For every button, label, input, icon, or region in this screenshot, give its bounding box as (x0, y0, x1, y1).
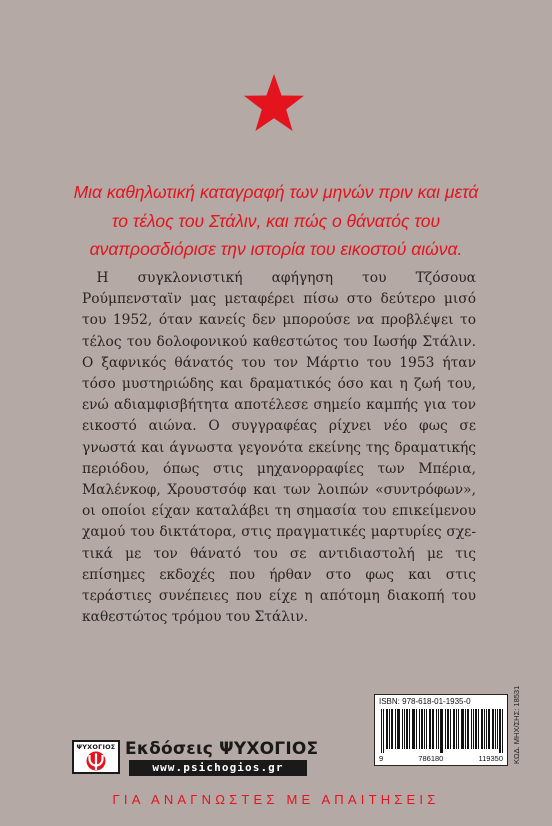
tagline-line: το τέλος του Στάλιν, και πώς ο θάνατός του (111, 210, 441, 231)
logo-icon-label: ΨΥΧΟΓΙΟΣ (76, 743, 116, 751)
barcode-digit-group: 786180 (418, 754, 444, 763)
tagline-line: Μια καθηλωτική καταγραφή των μηνών πριν και μετά (73, 182, 479, 202)
isbn-label: ISBN: 978-618-01-1935-0 (379, 697, 471, 706)
barcode-icon (381, 709, 503, 753)
barcode-digits (379, 754, 503, 763)
barcode-digit-group: 119350 (478, 754, 503, 763)
publisher-website: www.psichogios.gr (129, 760, 307, 776)
red-star-icon (242, 72, 306, 136)
slogan: ΓΙΑ ΑΝΑΓΝΩΣΤΕΣ ΜΕ ΑΠΑΙΤΗΣΕΙΣ (112, 792, 440, 807)
barcode-box (374, 694, 508, 766)
book-description: Η συγκλονιστική αφήγηση του Τζόσουα Ρούμπενσταϊν μας μεταφέρει πίσω στο δεύτερο μισό του 1952, όταν κανείς δεν μπορούσε να προβλέψει το τέλος του δολοφονικού καθεστώτος του Ιωσήφ Στάλιν. Ο ξαφνικός θάνατός του τον Μάρτιο του 1953 ήταν τόσο μυστηριώδης και δραματικός όσο και η ζωή του, ενώ αδιαμφισβήτητα αποτέλεσε σημείο καμπής για τον εικοστό αιώνα. Ο συγγραφέας ρίχνει νέο φως σε γνωστά και άγνωστα γεγονότα εκείνης της δραματικής περιόδου, όπως στις μηχανορραφίες των Μπέρια, Μαλένκοφ, Χρουστσόφ και των λοιπών «συντρόφων», οι οποίοι είχαν καταλάβει τη σημασία του επικείμενου χαμού του δικτάτορα, στις πραγματικές μαρτυρίες σχετικά με τον θάνατό του σε αντιδιαστολή με τις επίσημες εκδοχές που ήρθαν στο φως και στις τεράστιες συνέπειες που είχε η απότομη διακοπή του καθεστώτος τρόμου του Στάλιν. (82, 270, 476, 626)
tagline-line: αναπροσδιόρισε την ιστορία του εικοστού αιώνα. (89, 239, 463, 259)
publisher-name: Εκδόσεις ΨΥΧΟΓΙΟΣ (125, 739, 319, 759)
product-code: ΚΩΔ. ΜΗΧ/ΣΗΣ: 18531 (512, 685, 521, 764)
psi-logo-icon (72, 740, 120, 774)
barcode-digit-group: 9 (379, 754, 384, 763)
tagline (50, 178, 502, 264)
